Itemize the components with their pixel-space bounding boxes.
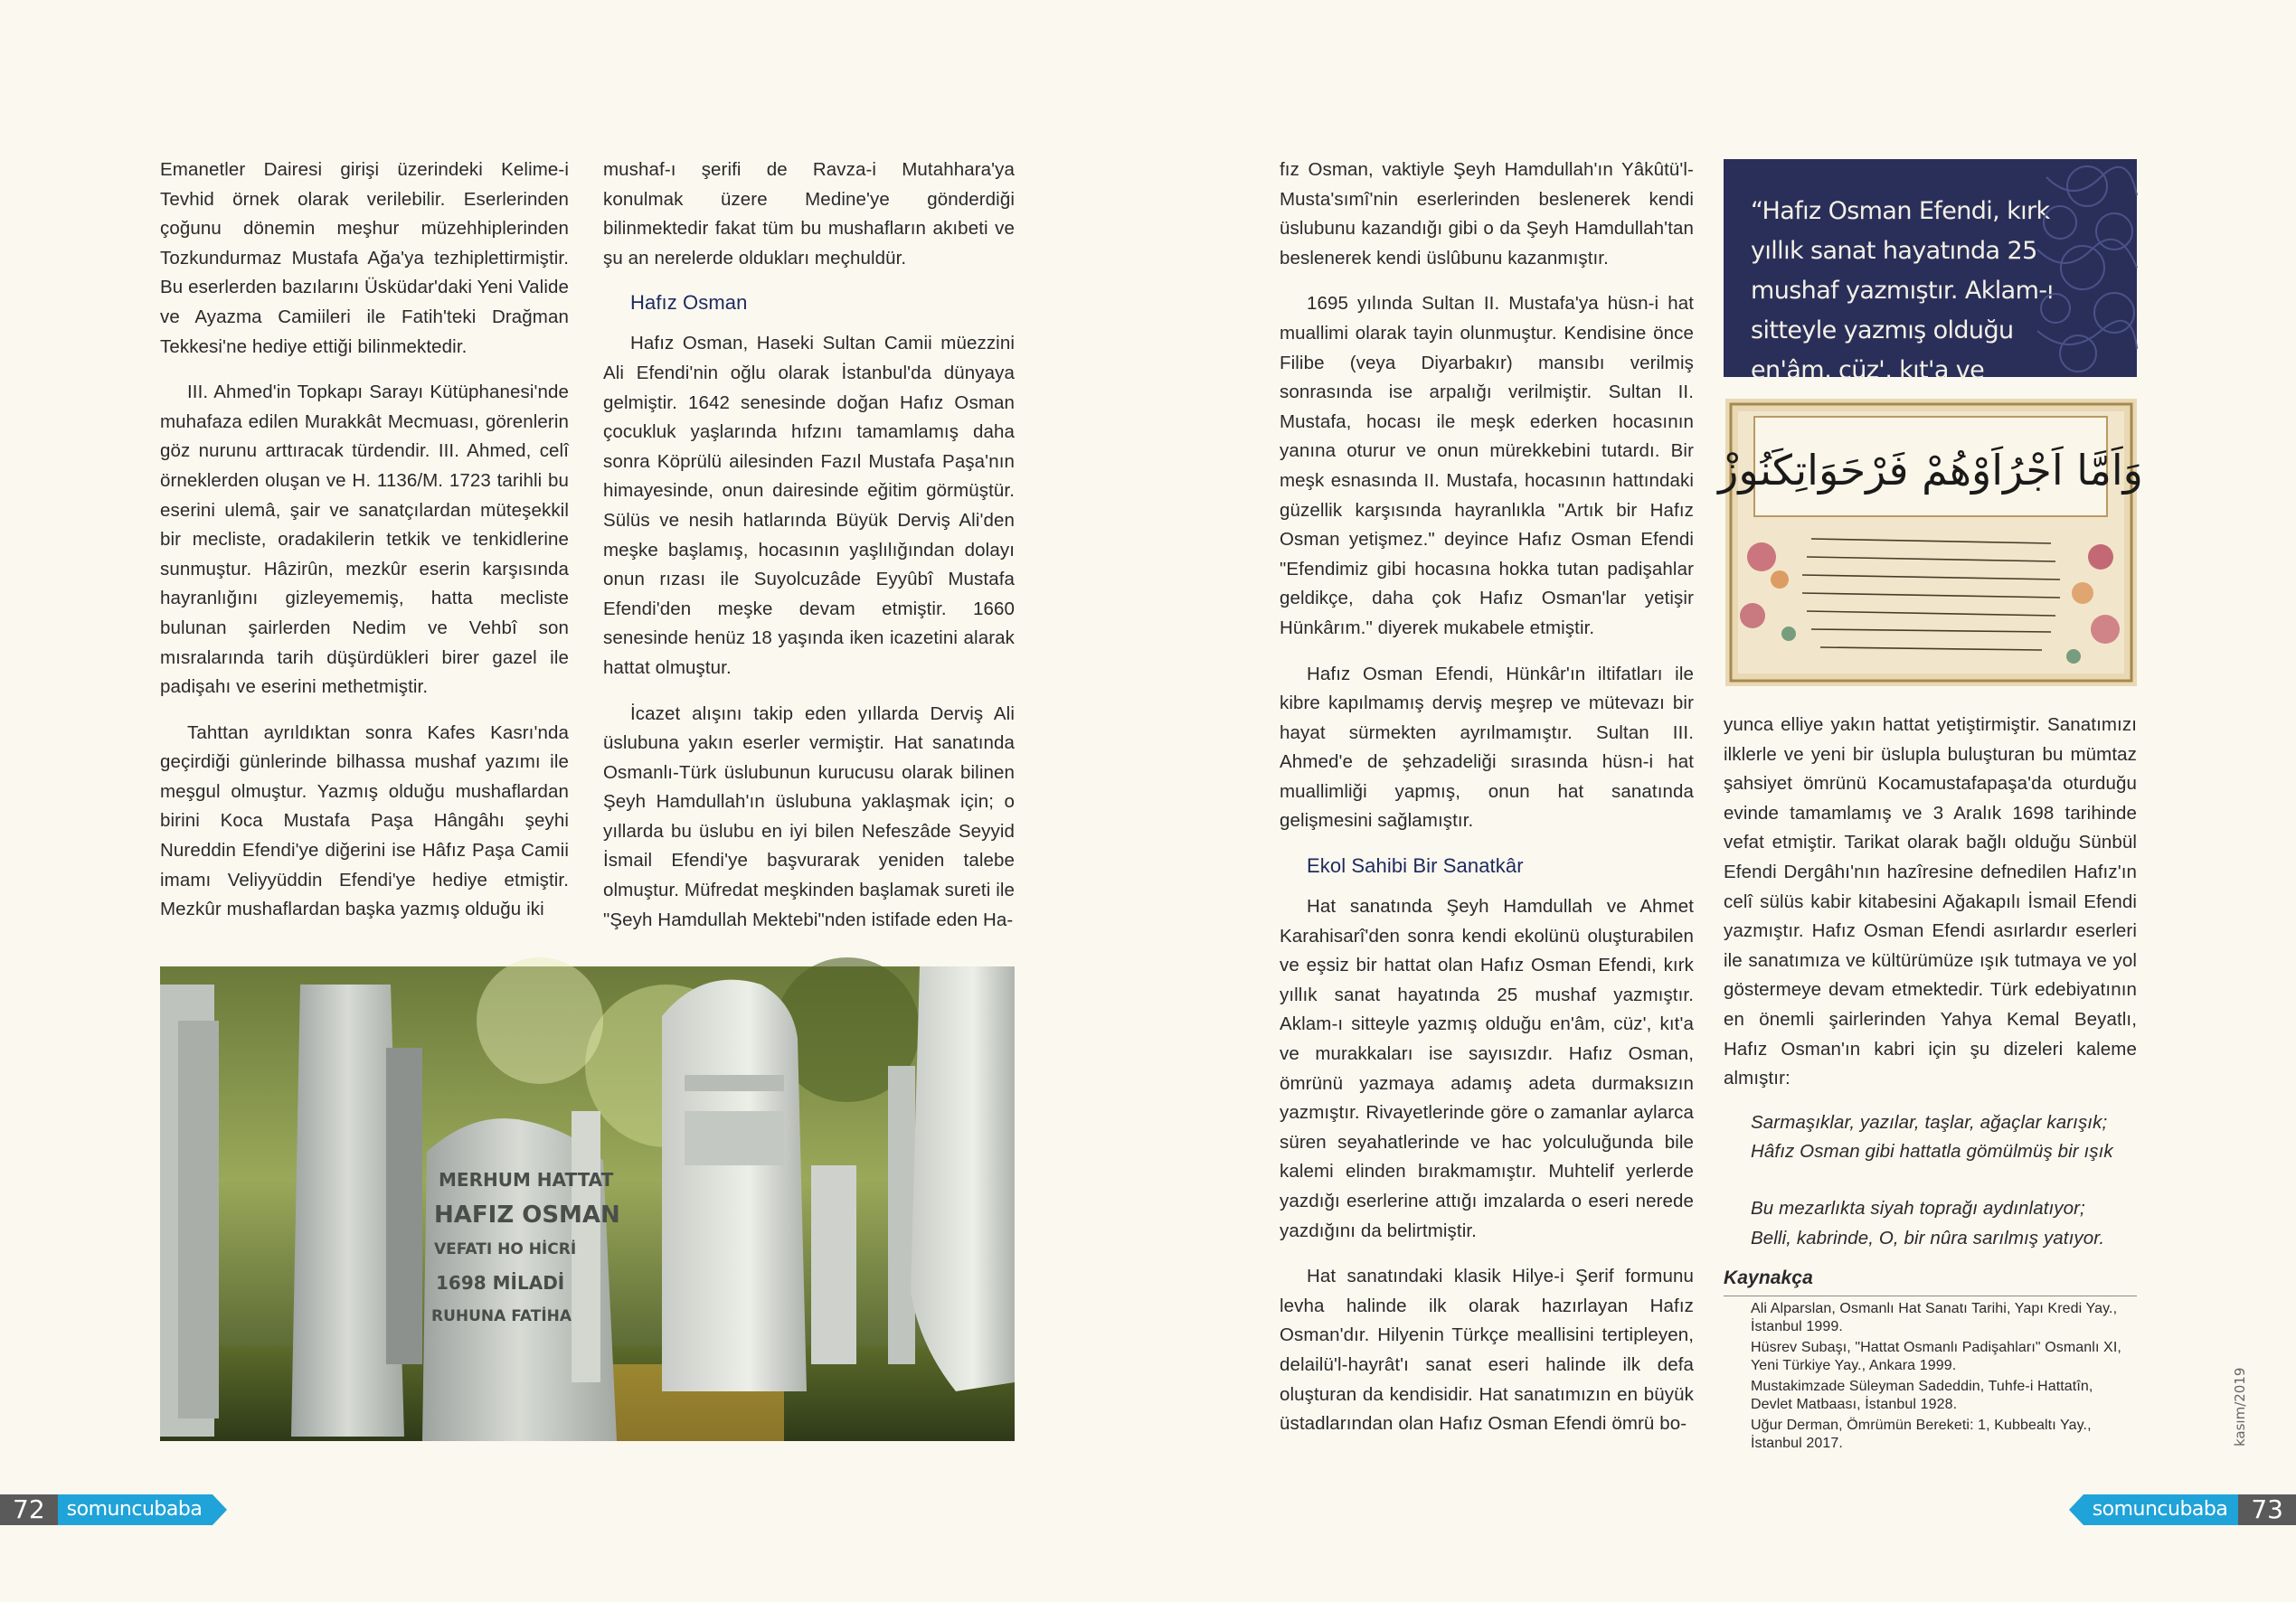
reference-item: Hüsrev Subaşı, "Hattat Osmanlı Padişahları" Osmanlı XI, Yeni Türkiye Yay., Ankara 1999. [1751, 1339, 2121, 1373]
page-number: 73 [2238, 1494, 2296, 1525]
brand-logo: somuncubaba [2083, 1494, 2239, 1525]
arabesque-pattern-icon [2037, 159, 2137, 377]
inscription-line: RUHUNA FATİHA [431, 1307, 572, 1325]
page-number: 72 [0, 1494, 58, 1525]
section-heading: Ekol Sahibi Bir Sanatkâr [1307, 854, 1524, 878]
paragraph: Hafız Osman Efendi, Hünkâr'ın iltifatları ile kibre kapılmamış derviş meşrep ve mütevazı bir hayat sürmekten ayrılmamıştır. Sultan III. Ahmed'e de şehzadeliği sırasında hüsn-i hat muallimliği yapmış, onun hat sanatında gelişmesini sağlamıştır. [1280, 663, 1694, 832]
gravestones-illustration [160, 966, 1015, 1441]
inscription-line: VEFATI HO HİCRİ [434, 1240, 577, 1258]
poem-line: Bu mezarlıkta siyah toprağı aydınlatıyor; [1751, 1197, 2085, 1219]
footer-right [2069, 1494, 2296, 1525]
left-column-1 [160, 155, 569, 925]
reference-item: Uğur Derman, Ömrümün Bereketi: 1, Kubbealtı Yay., İstanbul 2017. [1751, 1417, 2092, 1451]
paragraph: Hat sanatında Şeyh Hamdullah ve Ahmet Karahisarî'den sonra kendi ekolünü oluşturabilen ve eşsiz bir hattat olan Hafız Osman Efendi, kırk yıllık sanat hayatında 25 mushaf yazmıştır. Aklam-ı sitteyle yazmış olduğu en'âm, cüz', kıt'a ve murakkaları ise sayısızdır. Hafız Osman, ömrünü yazmaya adamış adeta durmaksızın yazmıştır. Rivayetlerinde göre o zamanlar aylarca süren seyahatlerinde ve hac yolculuğunda bile kalemi elinden bırakmamıştır. Muhtelif yerlerde yazdığı eserlerine attığı imzalarda o eseri nerede yazdığını da belirtmiştir. [1280, 896, 1694, 1241]
calligraphy-artwork [1718, 399, 2143, 686]
paragraph: yunca elliye yakın hattat yetiştirmiştir. Sanatımızı ilklerle ve yeni bir üslupla buluşturan bu mümtaz şahsiyet ömrünü Kocamustafapaşa'da oturduğu evinde tamamlamış ve 3 Aralık 1698 tarihinde vefat etmiştir. Tarikat olarak bağlı olduğu Sünbül Efendi Dergâhı'nın hazîresine defnedilen Hafız'ın celî sülüs kabir kitabesini Ağakapılı İsmail Efendi yazmıştır. Hafız Osman Efendi asırlardır eserleri ile sanatımıza ve kültürümüze ışık tutmaya ve yol göstermeye devam etmektedir. Türk edebiyatının en önemli şairlerinden Yahya Kemal Beyatlı, Hafız Osman'ın kabri için şu dizeleri kaleme almıştır: [1724, 714, 2137, 1089]
cemetery-photo [160, 966, 1015, 1441]
pull-quote-text: “Hafız Osman Efendi, kırk yıllık sanat hayatında 25 mushaf yazmıştır. Aklam-ı sitteyle yazmış olduğu en'âm, cüz', kıt'a ve [1751, 197, 2054, 384]
calligraphy-text: وَاَمَّا اَجْرُاَوْهُمْ فَرْحَوَاتِكَنُوزْ [1718, 446, 2143, 495]
paragraph: 1695 yılında Sultan II. Mustafa'ya hüsn-i hat muallimi olarak tayin olunmuştur. Kendisine önce Filibe (veya Diyarbakır) mansıbı verilmiş sonrasında ise arpalığı verilmiştir. Sultan II. Mustafa, hocası ile meşk ederken hocasının yanına oturur ve onun mürekkebini tutardı. Bir meşk esnasında II. Mustafa, hocasının hattındaki güzellik karşısında hayranlıkla "Artık bir Hafız Osman yetişmez." deyince Hafız Osman Efendi "Efendimiz gibi hocasına hokka tutan padişahlar geldikçe, daha çok Hafız Osman'lar yetişir Hünkârım." diyerek mukabele etmiştir. [1280, 293, 1694, 638]
poem-line: Hâfız Osman gibi hattatla gömülmüş bir ışık [1751, 1141, 2113, 1163]
right-column-2 [1724, 711, 2137, 1456]
inscription-line: MERHUM HATTAT [439, 1169, 614, 1191]
inscription-line: HAFIZ OSMAN [434, 1202, 620, 1229]
footer-left [0, 1494, 227, 1525]
calligraphy-panel [1718, 399, 2143, 686]
left-column-2 [603, 155, 1015, 935]
brand-tab-icon [2069, 1494, 2083, 1525]
paragraph: Emanetler Dairesi girişi üzerindeki Kelime-i Tevhid örnek olarak verilebilir. Eserlerinden çoğunu dönemin meşhur müzehhiplerinden Tozkundurmaz Mustafa Ağa'ya tezhiplettirmiştir. Bu eserlerden bazılarını Üsküdar'daki Yeni Valide ve Ayazma Camiileri ile Fatih'teki Drağman Tekkesi'ne hediye ettiği bilinmektedir. [160, 159, 569, 357]
issue-date: kasım/2019 [2232, 1367, 2248, 1447]
paragraph: İcazet alışını takip eden yıllarda Derviş Ali üslubuna yakın eserler vermiştir. Hat sanatında Osmanlı-Türk üslubunun kurucusu olarak bilinen Şeyh Hamdullah'ın üslubuna yaklaşmak için; o yıllarda bu üslubu en iyi bilen Nefeszâde Seyyid İsmail Efendi'ye başvurarak yeniden talebe olmuştur. Müfredat meşkinden başlamak sureti ile "Şeyh Hamdullah Mektebi"nden istifade eden Ha- [603, 702, 1015, 930]
paragraph: Hafız Osman, Haseki Sultan Camii müezzini Ali Efendi'nin oğlu olarak İstanbul'da dünyaya gelmiştir. 1642 senesinde doğan Hafız Osman çocukluk yaşlarında hıfzını tamamlamış daha sonra Köprülü ailesinden Fazıl Mustafa Paşa'nın himayesinde, onun dairesinde eğitim görmüştür. Sülüs ve nesih hatlarında Büyük Derviş Ali'den meşke başlamış, hocasının yaşlılığından dolayı onun rızası ile Suyolcuzâde Eyyûbî Mustafa Efendi'den meşke devam etmiştir. 1660 senesinde henüz 18 yaşında iken icazetini alarak hattat olmuştur. [603, 333, 1015, 678]
poem-line: Belli, kabrinde, O, bir nûra sarılmış yatıyor. [1751, 1227, 2105, 1249]
brand-logo: somuncubaba [58, 1494, 213, 1525]
paragraph: fız Osman, vaktiyle Şeyh Hamdullah'ın Yâkûtü'l-Musta'sımî'nin eserlerinden beslenerek kendi üslubunu kazandığı gibi o da Şeyh Hamdullah'tan beslenerek kendi üslûbunu kazanmıştır. [1280, 159, 1694, 269]
references-heading: Kaynakça [1724, 1264, 2137, 1296]
paragraph: Hat sanatındaki klasik Hilye-i Şerif formunu levha halinde ilk olarak hazırlayan Hafız Osman'dır. Hilyenin Türkçe meallisini tertipleyen, delailü'l-hayrât'ı sanat eseri halinde ilk defa oluşturan da kendisidir. Hat sanatımızın en büyük üstadlarından olan Hafız Osman Efendi ömrü bo- [1280, 1266, 1694, 1435]
right-column-1 [1280, 155, 1694, 1439]
poem-line: Sarmaşıklar, yazılar, taşlar, ağaçlar karışık; [1751, 1111, 2108, 1133]
reference-item: Ali Alparslan, Osmanlı Hat Sanatı Tarihi, Yapı Kredi Yay., İstanbul 1999. [1751, 1300, 2118, 1334]
brand-tab-icon [213, 1494, 227, 1525]
paragraph: mushaf-ı şerifi de Ravza-i Mutahhara'ya konulmak üzere Medine'ye gönderdiği bilinmektedir fakat tüm bu mushafların akıbeti ve şu an nerelerde oldukları meçhuldür. [603, 159, 1015, 269]
reference-item: Mustakimzade Süleyman Sadeddin, Tuhfe-i Hattatîn, Devlet Matbaası, İstanbul 1928. [1751, 1378, 2093, 1412]
paragraph: Tahttan ayrıldıktan sonra Kafes Kasrı'nda geçirdiği günlerinde bilhassa mushaf yazımı ile meşgul olmuştur. Yazmış olduğu mushaflardan birini Koca Mustafa Paşa Hângâhı şeyhi Nureddin Efendi'ye diğerini ise Hâfız Paşa Camii imamı Veliyyüddin Efendi'ye hediye etmiştir. Mezkûr mushaflardan başka yazmış olduğu iki [160, 721, 569, 920]
pull-quote [1724, 159, 2137, 384]
inscription-line: 1698 MİLADİ [436, 1272, 565, 1294]
section-heading: Hafız Osman [630, 291, 748, 315]
paragraph: III. Ahmed'in Topkapı Sarayı Kütüphanesi'nde muhafaza edilen Murakkât Mecmuası, görenlerin göz nurunu arttıracak türdendir. III. Ahmed, celî örneklerden oluşan ve H. 1136/M. 1723 tarihli bu eserini ulemâ, şair ve sanatçılardan müteşekkil bir mecliste, oradakilerin tetkik ve tenkidlerine sunmuştur. Hâzirûn, mezkûr eserin karşısında hayranlığını gizleyememiş, hatta mecliste bulunan şairlerden Nedim ve Vehbî son mısralarında tarih düşürdükleri birer gazel ile padişahı ve eserini methetmiştir. [160, 382, 569, 698]
